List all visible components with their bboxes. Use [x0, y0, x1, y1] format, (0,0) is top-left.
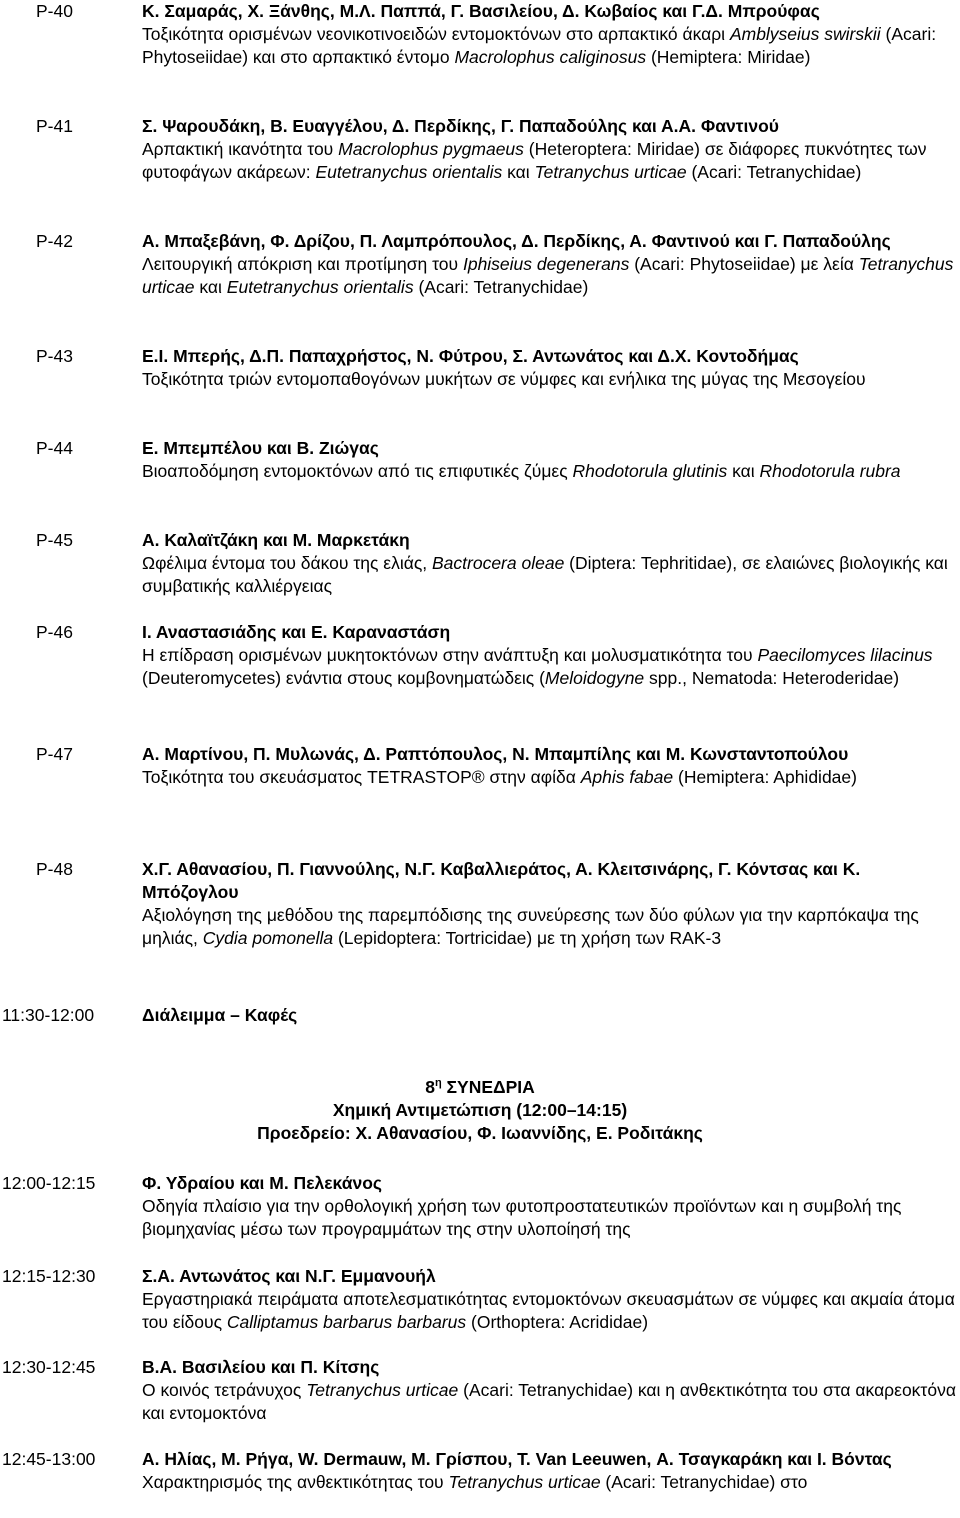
talk-title	[142, 1379, 958, 1425]
title-text: (Heteroptera: Miridae) σε διάφορες πυκνότητες των φυτοφάγων ακάρεων:	[142, 139, 927, 182]
poster-title	[142, 138, 958, 184]
break-label: Διάλειμμα – Καφές	[142, 1005, 298, 1025]
species-name: Rhodotorula glutinis	[572, 461, 728, 481]
title-text: Τοξικότητα τριών εντομοπαθογόνων μυκήτων σε νύμφες και ενήλικα της μύγας της Μεσογείου	[142, 369, 866, 389]
session-header	[0, 1076, 960, 1145]
title-text: (Acari: Tetranychidae) και η ανθεκτικότητα του στα ακαρεοκτόνα και εντομοκτόνα	[142, 1380, 956, 1423]
talk-authors: Α. Ηλίας, Μ. Ρήγα, W. Dermauw, M. Γρίσπου, T. Van Leeuwen, Α. Τσαγκαράκη και Ι. Βόντας	[142, 1449, 892, 1469]
title-text: Λειτουργική απόκριση και προτίμηση του	[142, 254, 463, 274]
species-name: Cydia pomonella	[202, 928, 334, 948]
talk-title	[142, 1471, 958, 1494]
talk-title	[142, 1288, 958, 1334]
species-name: Bactrocera oleae	[432, 553, 565, 573]
title-text: (Hemiptera: Aphididae)	[673, 767, 857, 787]
species-name: Aphis fabae	[580, 767, 674, 787]
poster-code: P-48	[36, 859, 73, 879]
talk-time: 12:30-12:45	[2, 1357, 96, 1377]
session-chairs: Προεδρείο: Χ. Αθανασίου, Φ. Ιωαννίδης, Ε. Ροδιτάκης	[257, 1123, 703, 1143]
species-name: Meloidogyne	[544, 668, 645, 688]
title-text: και	[502, 162, 535, 182]
poster-code: P-40	[36, 1, 73, 21]
species-name: Amblyseius swirskii	[729, 24, 881, 44]
title-text: (Hemiptera: Miridae)	[646, 47, 811, 67]
species-name: Tetranychus urticae	[534, 162, 687, 182]
talk-title	[142, 1195, 958, 1241]
poster-title	[142, 904, 958, 950]
title-text: και	[727, 461, 760, 481]
session-ordinal: η	[434, 1077, 442, 1090]
poster-code: P-46	[36, 622, 73, 642]
poster-authors: Α. Καλαϊτζάκη και Μ. Μαρκετάκη	[142, 530, 410, 550]
title-text: (Acari: Tetranychidae)	[413, 277, 589, 297]
title-text: Αρπακτική ικανότητα του	[142, 139, 339, 159]
poster-authors: Ι. Αναστασιάδης και Ε. Καραναστάση	[142, 622, 451, 642]
title-text: (Lepidoptera: Tortricidae) με τη χρήση των RAK-3	[333, 928, 722, 948]
poster-code: P-44	[36, 438, 73, 458]
poster-code: P-41	[36, 116, 73, 136]
break-time: 11:30-12:00	[2, 1005, 95, 1025]
poster-authors: Κ. Σαμαράς, Χ. Ξάνθης, Μ.Λ. Παππά, Γ. Βασιλείου, Δ. Κωβαίος και Γ.Δ. Μπρούφας	[142, 1, 820, 21]
species-name: Eutetranychus orientalis	[315, 162, 503, 182]
species-name: Tetranychus urticae	[448, 1472, 601, 1492]
talk-time: 12:15-12:30	[2, 1266, 96, 1286]
poster-code: P-42	[36, 231, 73, 251]
species-name: Iphiseius degenerans	[462, 254, 630, 274]
poster-authors: Ε.Ι. Μπερής, Δ.Π. Παπαχρήστος, Ν. Φύτρου, Σ. Αντωνάτος και Δ.Χ. Κοντοδήμας	[142, 346, 799, 366]
poster-code: P-47	[36, 744, 73, 764]
species-name: Eutetranychus orientalis	[226, 277, 414, 297]
species-name: Rhodotorula rubra	[759, 461, 901, 481]
title-text: spp., Nematoda: Heteroderidae)	[644, 668, 900, 688]
title-text: Οδηγία πλαίσιο για την ορθολογική χρήση των φυτοπροστατευτικών προϊόντων και η συμβολή της βιομηχανίας μέσω των προγραμμάτων της στην υλοποίησή της	[142, 1196, 902, 1239]
talk-authors: Σ.Α. Αντωνάτος και Ν.Γ. Εμμανουήλ	[142, 1266, 436, 1286]
poster-code: P-45	[36, 530, 73, 550]
title-text: Τοξικότητα του σκευάσματος TETRASTOP® στην αφίδα	[142, 767, 581, 787]
title-text: Εργαστηριακά πειράματα αποτελεσματικότητας εντομοκτόνων σκευασμάτων σε νύμφες και ακμαία άτομα του είδους	[142, 1289, 955, 1332]
title-text: (Deuteromycetes) ενάντια στους κομβονηματώδεις (	[142, 668, 545, 688]
species-name: Paecilomyces lilacinus	[757, 645, 933, 665]
session-number: 8	[425, 1077, 435, 1097]
title-text: (Acari: Tetranychidae) στο	[600, 1472, 808, 1492]
title-text: (Orthoptera: Acrididae)	[466, 1312, 649, 1332]
talk-time: 12:45-13:00	[2, 1449, 96, 1469]
title-text: Αξιολόγηση της μεθόδου της παρεμπόδισης της συνεύρεσης των δύο φύλων για την καρπόκαψα της μηλιάς,	[142, 905, 919, 948]
species-name: Macrolophus pygmaeus	[338, 139, 524, 159]
title-text: Βιοαποδόμηση εντομοκτόνων από τις επιφυτικές ζύμες	[142, 461, 573, 481]
title-text: (Acari: Phytoseiidae) με λεία	[629, 254, 859, 274]
title-text: (Acari: Phytoseiidae) και στο αρπακτικό έντομο	[142, 24, 937, 67]
title-text: Τοξικότητα ορισμένων νεονικοτινοειδών εντομοκτόνων στο αρπακτικό άκαρι	[142, 24, 730, 44]
session-subtitle: Χημική Αντιμετώπιση (12:00–14:15)	[332, 1100, 628, 1120]
species-name: Tetranychus urticae	[142, 254, 954, 297]
poster-title	[142, 368, 958, 391]
talk-authors: Φ. Υδραίου και Μ. Πελεκάνος	[142, 1173, 382, 1193]
title-text: Ο κοινός τετράνυχος	[142, 1380, 307, 1400]
poster-title	[142, 23, 958, 69]
poster-authors: Α. Μαρτίνου, Π. Μυλωνάς, Δ. Ραπτόπουλος, Ν. Μπαμπίλης και Μ. Κωνσταντοπούλου	[142, 744, 849, 764]
talk-time: 12:00-12:15	[2, 1173, 96, 1193]
species-name: Macrolophus caliginosus	[454, 47, 647, 67]
poster-title	[142, 766, 958, 789]
session-name: ΣΥΝΕΔΡΙΑ	[446, 1077, 535, 1097]
title-text: Η επίδραση ορισμένων μυκητοκτόνων στην ανάπτυξη και μολυσματικότητα του	[142, 645, 758, 665]
species-name: Tetranychus urticae	[306, 1380, 459, 1400]
poster-authors: Χ.Γ. Αθανασίου, Π. Γιαννούλης, Ν.Γ. Καβαλλιεράτος, Α. Κλειτσινάρης, Γ. Κόντσας και Κ. Μπόζογλου	[142, 859, 861, 902]
poster-title	[142, 460, 958, 483]
title-text: και	[194, 277, 227, 297]
poster-title	[142, 552, 958, 598]
title-text: (Diptera: Tephritidae), σε ελαιώνες βιολογικής και συμβατικής καλλιέργειας	[142, 553, 948, 596]
poster-code: P-43	[36, 346, 73, 366]
poster-title	[142, 644, 958, 690]
species-name: Calliptamus barbarus barbarus	[226, 1312, 467, 1332]
poster-title	[142, 253, 958, 299]
talk-authors: Β.Α. Βασιλείου και Π. Κίτσης	[142, 1357, 380, 1377]
title-text: (Acari: Tetranychidae)	[686, 162, 862, 182]
title-text: Ωφέλιμα έντομα του δάκου της ελιάς,	[142, 553, 432, 573]
poster-authors: Α. Μπαξεβάνη, Φ. Δρίζου, Π. Λαμπρόπουλος, Δ. Περδίκης, Α. Φαντινού και Γ. Παπαδούλης	[142, 231, 891, 251]
poster-authors: Ε. Μπεμπέλου και Β. Ζιώγας	[142, 438, 379, 458]
poster-authors: Σ. Ψαρουδάκη, Β. Ευαγγέλου, Δ. Περδίκης, Γ. Παπαδούλης και Α.Α. Φαντινού	[142, 116, 779, 136]
title-text: Χαρακτηρισμός της ανθεκτικότητας του	[142, 1472, 449, 1492]
session-number-line	[0, 1076, 960, 1099]
